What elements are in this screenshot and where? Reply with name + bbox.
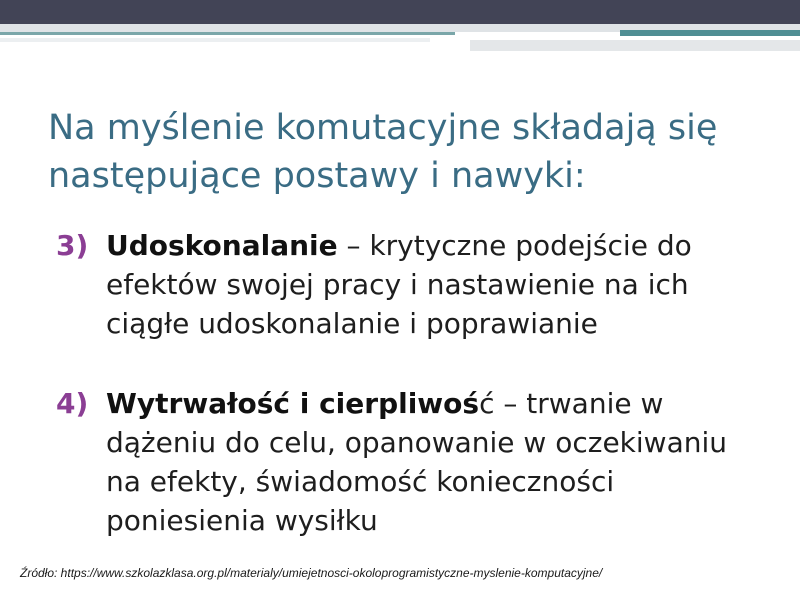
list-item-term: Wytrwałość i cierpliwoś (106, 387, 480, 420)
list-item-description: – krytyczne podejście do efektów swojej pracy i nastawienie na ich ciągłe udoskonalanie i poprawianie (106, 229, 692, 340)
list-item-text (106, 384, 756, 540)
slide-title-line-1: Na myślenie komutacyjne składają się (48, 108, 718, 148)
slide-title-line-2: następujące postawy i nawyki: (48, 156, 586, 196)
header-band (0, 0, 800, 24)
header-teal-stripe (0, 32, 455, 35)
source-citation: Źródło: https://www.szkolazklasa.org.pl/materialy/umiejetnosci-okoloprogramistyczne-myslenie-komputacyjne/ (20, 566, 603, 580)
list-item-number: 3) (56, 229, 89, 262)
list-item-term: Udoskonalanie (106, 229, 338, 262)
header-grey-stripe-right (470, 40, 800, 51)
slide-title (48, 104, 768, 200)
list-item-description: ć – trwanie w dążeniu do celu, opanowanie w oczekiwaniu na efekty, świadomość konieczności poniesienia wysiłku (106, 387, 728, 537)
header-teal-stripe-right (620, 30, 800, 36)
list-item-text (106, 226, 756, 343)
list-item-3 (56, 226, 756, 343)
list-item-number: 4) (56, 387, 89, 420)
header-grey-stripe-left (0, 38, 430, 42)
list-item-4 (56, 384, 756, 540)
